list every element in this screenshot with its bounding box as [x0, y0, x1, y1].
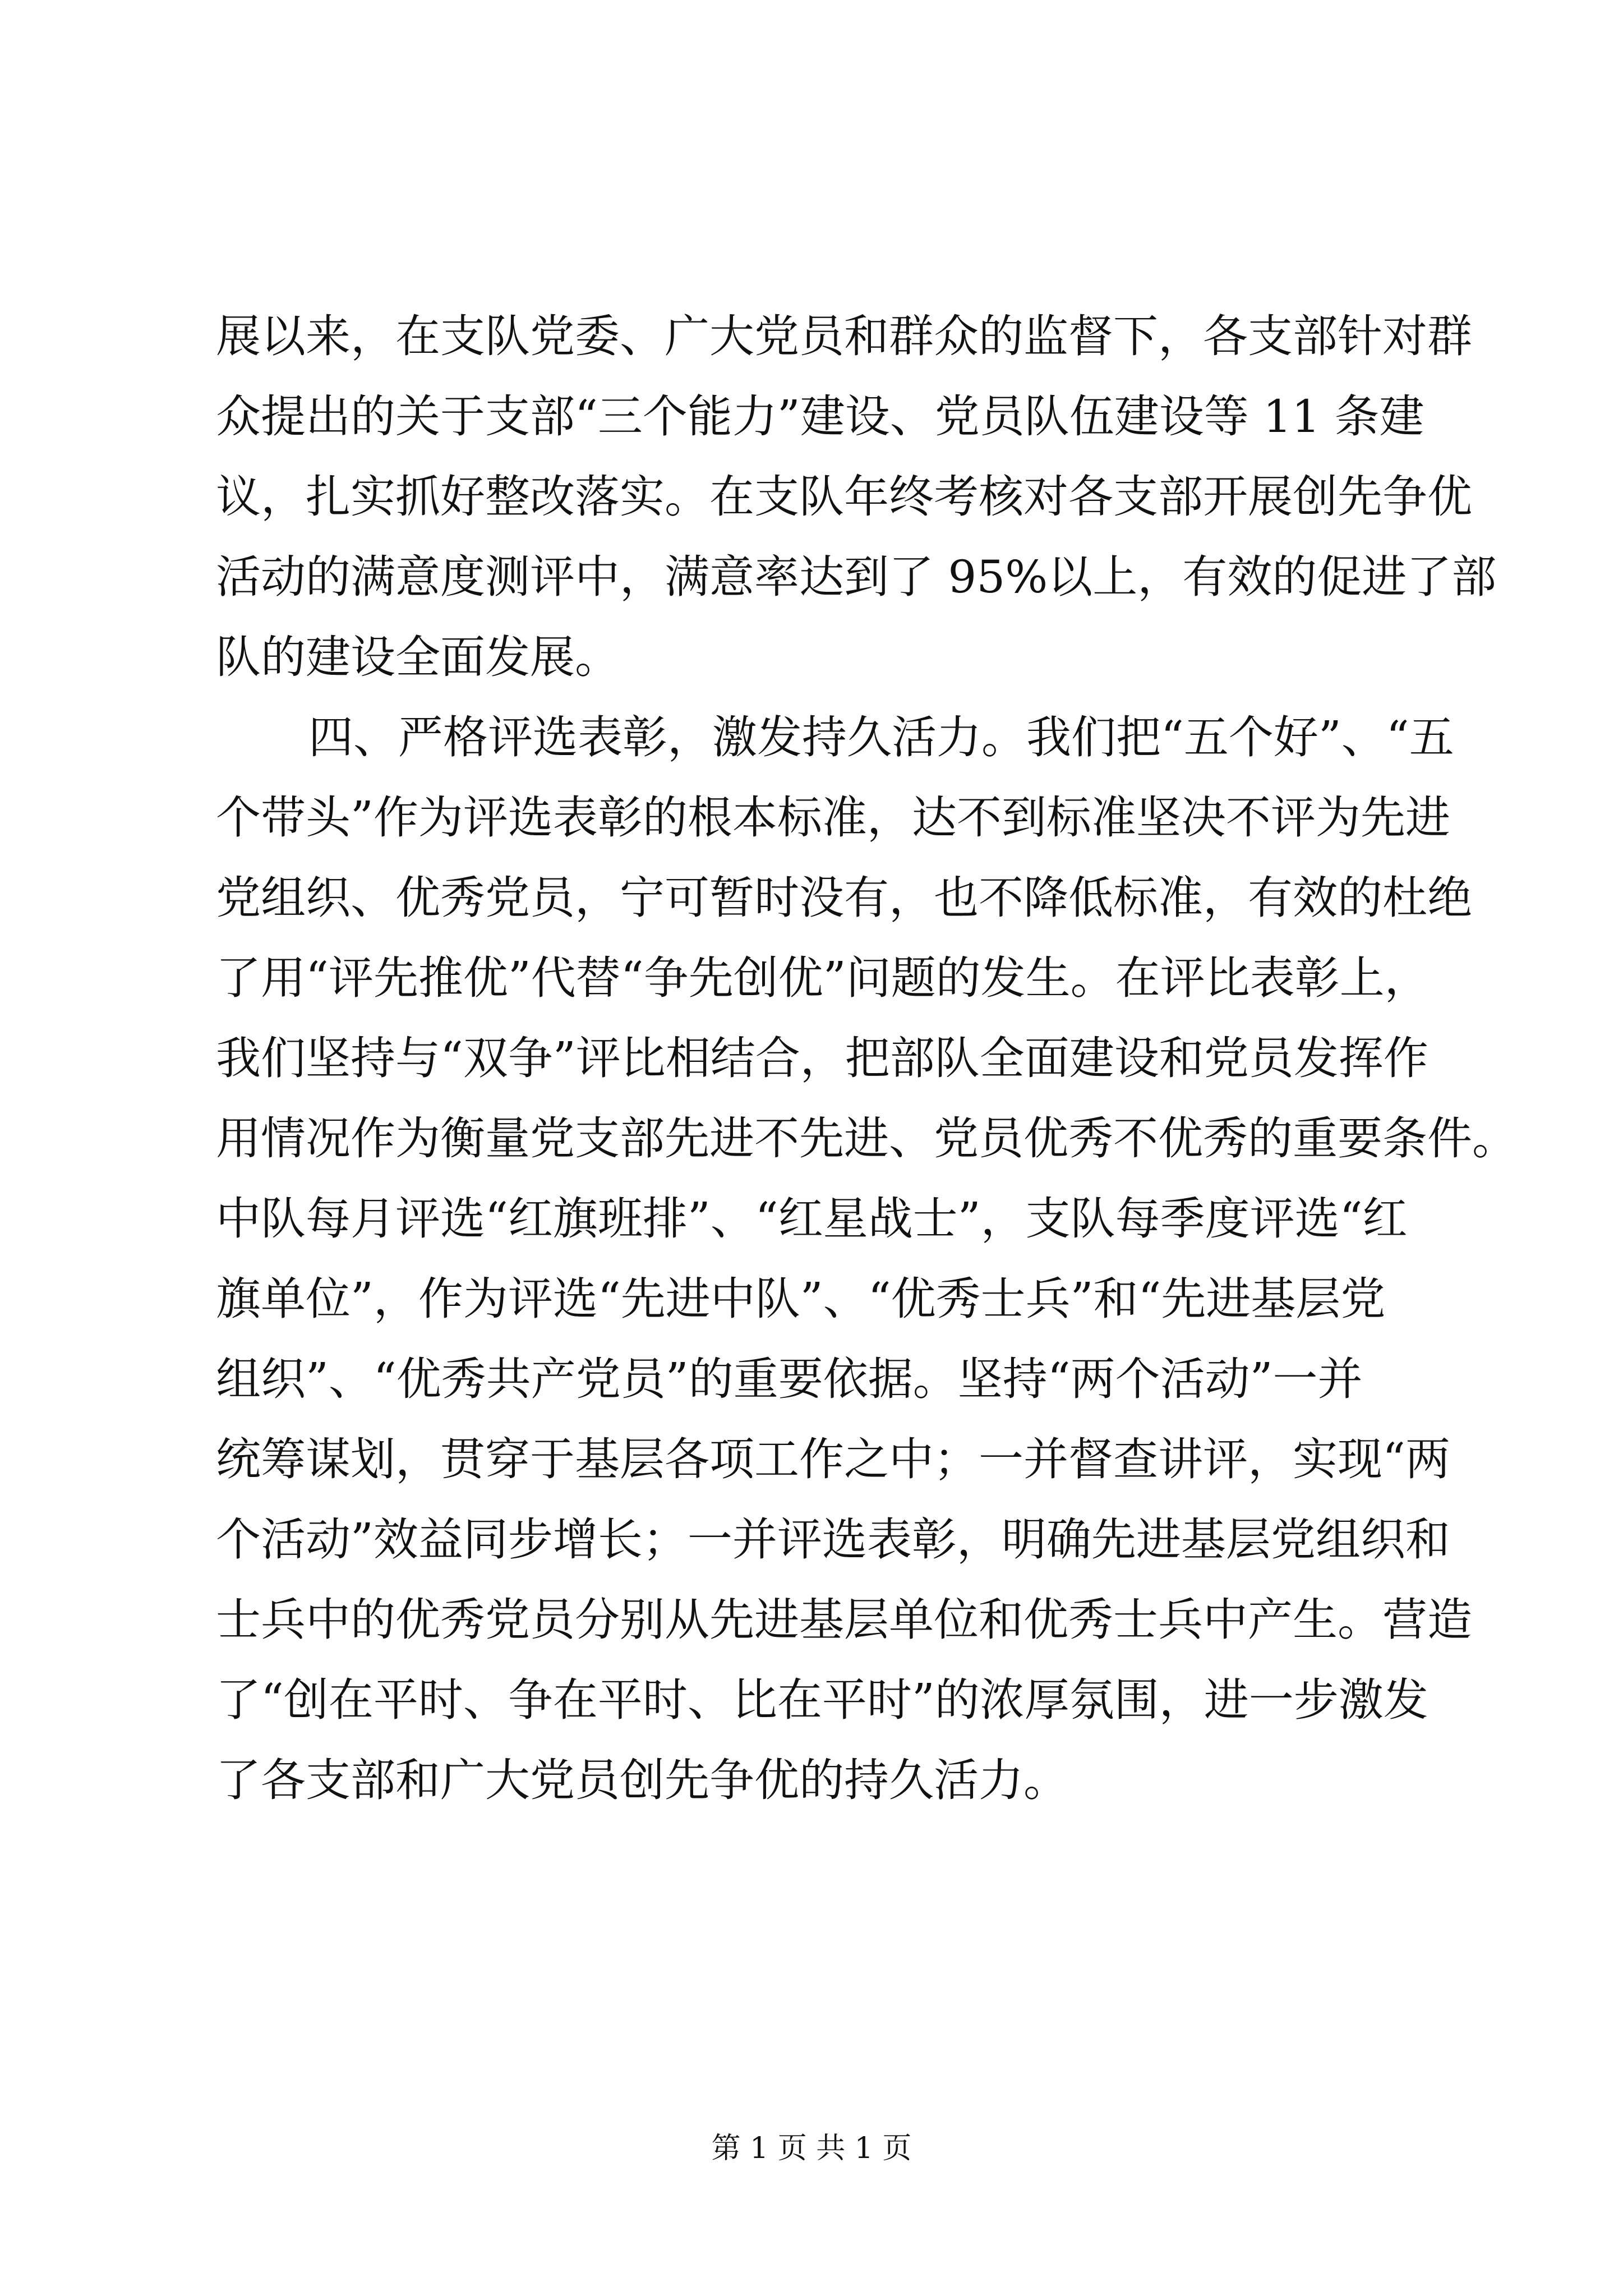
text-line: 众提出的关于支部“三个能力”建设、党员队伍建设等 11 条建 [216, 390, 1424, 443]
text-line: 党组织、优秀党员，宁可暂时没有，也不降低标准，有效的杜绝 [216, 872, 1472, 924]
text-line: 组织”、“优秀共产党员”的重要依据。坚持“两个活动”一并 [216, 1353, 1363, 1405]
text-line: 了“创在平时、争在平时、比在平时”的浓厚氛围，进一步激发 [216, 1674, 1428, 1726]
text-line: 旗单位”，作为评选“先进中队”、“优秀士兵”和“先进基层党 [216, 1273, 1386, 1325]
text-line: 我们坚持与“双争”评比相结合，把部队全面建设和党员发挥作 [216, 1032, 1428, 1084]
text-line: 士兵中的优秀党员分别从先进基层单位和优秀士兵中产生。营造 [216, 1594, 1472, 1646]
text-line: 中队每月评选“红旗班排”、“红星战士”，支队每季度评选“红 [216, 1193, 1408, 1245]
text-line: 活动的满意度测评中，满意率达到了 95%以上，有效的促进了部 [216, 551, 1497, 603]
page-footer [0, 2126, 1623, 2171]
text-line: 了各支部和广大党员创先争优的持久活力。 [216, 1754, 1068, 1806]
text-line: 个活动”效益同步增长；一并评选表彰，明确先进基层党组织和 [216, 1513, 1450, 1566]
text-line: 用情况作为衡量党支部先进不先进、党员优秀不优秀的重要条件。 [216, 1112, 1517, 1165]
text-line: 统筹谋划，贯穿于基层各项工作之中；一并督查讲评，实现“两 [216, 1433, 1450, 1485]
document-body [216, 296, 1517, 1820]
paragraph-2 [216, 697, 1517, 1820]
text-line: 了用“评先推优”代替“争先创优”问题的发生。在评比表彰上， [216, 952, 1430, 1004]
text-line: 队的建设全面发展。 [216, 631, 620, 683]
paragraph-1 [216, 296, 1497, 697]
text-line: 展以来，在支队党委、广大党员和群众的监督下，各支部针对群 [216, 310, 1472, 362]
text-line: 四、严格评选表彰，激发持久活力。我们把“五个好”、“五 [308, 711, 1454, 763]
text-line: 议，扎实抓好整改落实。在支队年终考核对各支部开展创先争优 [216, 471, 1472, 523]
page-number: 第 1 页 共 1 页 [711, 2132, 912, 2165]
text-line: 个带头”作为评选表彰的根本标准，达不到标准坚决不评为先进 [216, 792, 1450, 844]
